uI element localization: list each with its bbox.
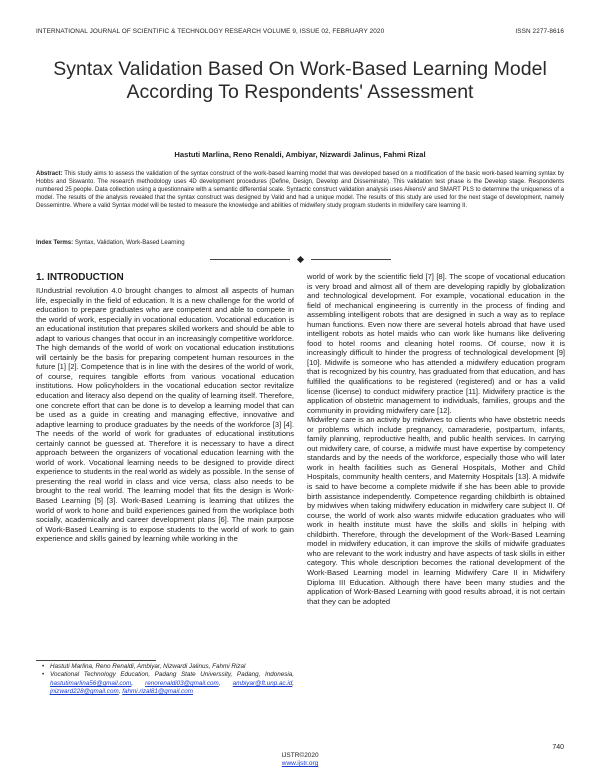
affiliation-text: Vocational Technology Education, Padang State Universsity, Padang, Indonesia, bbox=[50, 671, 294, 679]
divider-line-left bbox=[210, 259, 290, 260]
body-paragraph: IUndustrial revolution 4.0 brought changes to almost all aspects of human life, especially in the field of education. It is a new challenge for the world of education to prepare graduates who are competent and able to compete in the world of work, especially in vocational education. Vocational education is an educational institution that prepares skilled workers and should be able to adapt to various changes that occur in an increasingly competitive workforce. The high demands of the world of work on vocational education institutions will certainly be the basis for preparing competent human resources in the future [1] [2]. Competence that is in line with the desires of the world of work, of course, requires tangible efforts from various vocational education institutions. How policyholders in the vocational education sector revitalize education and literacy also depend on the quality of learning itself. Therefore, one concrete effort that can be done is to develop a learning model that can be used as a guide in creating and managing effective, innovative and adaptive learning to produce graduates by the needs of the workforce [3] [4]. The needs of the world of work for graduates of educational institutions certainly cannot be guessed at. Therefore it is necessary to have a direct approach between the organizers of vocational education learning with the world of work. Vocational learning needs to be designed to provide direct experience to students in the real world as widely as possible. In the sense of presenting the real world in class and vice versa, class also needs to be brought to the real world. The learning model that fits the design is Work-Based Learning [5] [3]. Work-Based Learning is learning that utilizes the world of work to hone and build experiences gained from the workplace both socially, academically and career development plans [6]. The main purpose of Work-Based Learning is to expose students to the world of work to gain experience and skills gained by learning while working in the bbox=[36, 286, 294, 544]
page-number: 740 bbox=[552, 744, 564, 751]
body-paragraph: world of work by the scientific field [7] [8]. The scope of vocational education is very broad and almost all of them are developing rapidly by globalization and technological development. For example, vocational education in the field of mechanical engineering is currently in the process of finding and assembling intelligent robots that are designed in such a way as to replace human functions. Even now there are several hotels abroad that have used intelligent robots as hotel maids who can work like humans like delivering food to hotel rooms and cleaning hotel rooms. Of course, now it is increasingly difficult to hinder the progress of technological development [9] [10]. Midwife is someone who has attended a midwifery education program that is recognized by his country, has graduated from that education, and has fulfilled the qualifications to be registered (registered) and or has a valid license (license) to conduct midwifery practice [11]. Midwifery practice is the application of obstetric management to individuals, families, groups and the community in providing midwifery care [12]. bbox=[307, 272, 565, 415]
email-link[interactable]: jnizward228@gmail.com bbox=[50, 688, 119, 696]
footnote-affiliation: • Vocational Technology Education, Padang State Universsity, Padang, Indonesia, hastutimarlina56@gmail.com, renorenaldi03@gmail.com, ambiyar@ft.unp.ac.id, jnizward228@gmail.com, fahmi.rizal81@gmail.com bbox=[44, 671, 294, 696]
journal-url-link[interactable]: www.ijstr.org bbox=[281, 760, 319, 767]
footnote-authors: • Hastuti Marlina, Reno Renaldi, Ambiyar, Nizwardi Jalinus, Fahmi Rizal bbox=[44, 663, 294, 671]
right-column bbox=[307, 272, 565, 606]
diamond-icon bbox=[296, 255, 303, 262]
journal-name: INTERNATIONAL JOURNAL OF SCIENTIFIC & TECHNOLOGY RESEARCH VOLUME 9, ISSUE 02, FEBRUARY 2020 bbox=[36, 28, 385, 35]
section-heading: 1. INTRODUCTION bbox=[36, 272, 124, 283]
footnote-rule bbox=[36, 660, 156, 661]
index-terms bbox=[36, 240, 564, 246]
section-divider bbox=[0, 254, 600, 264]
page-footer bbox=[0, 752, 600, 768]
journal-issn: ISSN 2277-8616 bbox=[515, 28, 564, 35]
footnotes bbox=[36, 663, 294, 697]
abstract bbox=[36, 170, 564, 210]
email-link[interactable]: fahmi.rizal81@gmail.com bbox=[122, 688, 193, 696]
email-link[interactable]: ambiyar@ft.unp.ac.id bbox=[232, 679, 293, 687]
index-terms-label: Index Terms: bbox=[36, 240, 74, 246]
divider-line-right bbox=[311, 259, 391, 260]
author-list: Hastuti Marlina, Reno Renaldi, Ambiyar, Nizwardi Jalinus, Fahmi Rizal bbox=[174, 150, 426, 159]
abstract-text: This study aims to assess the validation of the syntax construct of the work-based learning model that was developed based on a modification of the basic work-based learning syntax by Hobbs and Siswanto. The research methodology uses 4D development procedures (Define, Design, Develop and Disseminate). This validation test phase is the Develop stage. Respondents numbered 25 people. Data collection using a questionnaire with a semantic differential scale. Syntactic construct validation analysis uses AikensV and SMART PLS to determine the uniqueness of a model. The results of the analysis revealed that the syntax construct was designed by Valid and had a unique model. The results of this study are used for the next stage of development, namely Dessemintre. Where a valid Syntax model will be tested to measure the knowledge and abilities of midwifery study program students in midwifery care learning II. bbox=[36, 171, 564, 210]
abstract-label: Abstract: bbox=[36, 171, 63, 177]
email-link[interactable]: renorenaldi03@gmail.com bbox=[145, 679, 219, 687]
copyright: IJSTR©2020 bbox=[281, 752, 319, 759]
left-column bbox=[36, 272, 294, 544]
body-paragraph: Midwifery care is an activity by midwives to clients who have obstetric needs or problems which include pregnancy, camaraderie, postpartum, infants, family planning, reproductive health, and public health services. In carrying out midwifery care, of course, a midwife must have expertise by competency standards and by the needs of the workforce, especially those who will later work in health facilities such as General Hospitals, Mother and Child Hospitals, community health centers, and Maternity Hospitals [13]. A midwife is said to have become a complete midwife if she has been able to provide birth assistance independently. Competence regarding childbirth is obtained by midwives when taking midwifery education in midwifery care subject II. Of course, the world of work also wants midwife education graduates who will work in health institute must have the skills and skills in helping with childbirth. Therefore, through the development of the Work-Based Learning model in midwifery education, it can improve the skills of midwife graduates who are relevant to the work industry and have aspects of task skills in either category. This whole description becomes the rational development of the Work-Based Learning model in learning Midwifery Care II in Midwifery Diploma III Education. Although there have been many studies and the application of Work-Based Learning with good results abroad, it is not certain that they can be adopted bbox=[307, 415, 565, 606]
index-terms-text: Syntax, Validation, Work-Based Learning bbox=[74, 240, 185, 246]
paper-title: Syntax Validation Based On Work-Based Learning Model According To Respondents' Assessment bbox=[53, 58, 547, 103]
journal-header bbox=[36, 28, 564, 35]
email-link[interactable]: hastutimarlina56@gmail.com bbox=[50, 679, 132, 687]
